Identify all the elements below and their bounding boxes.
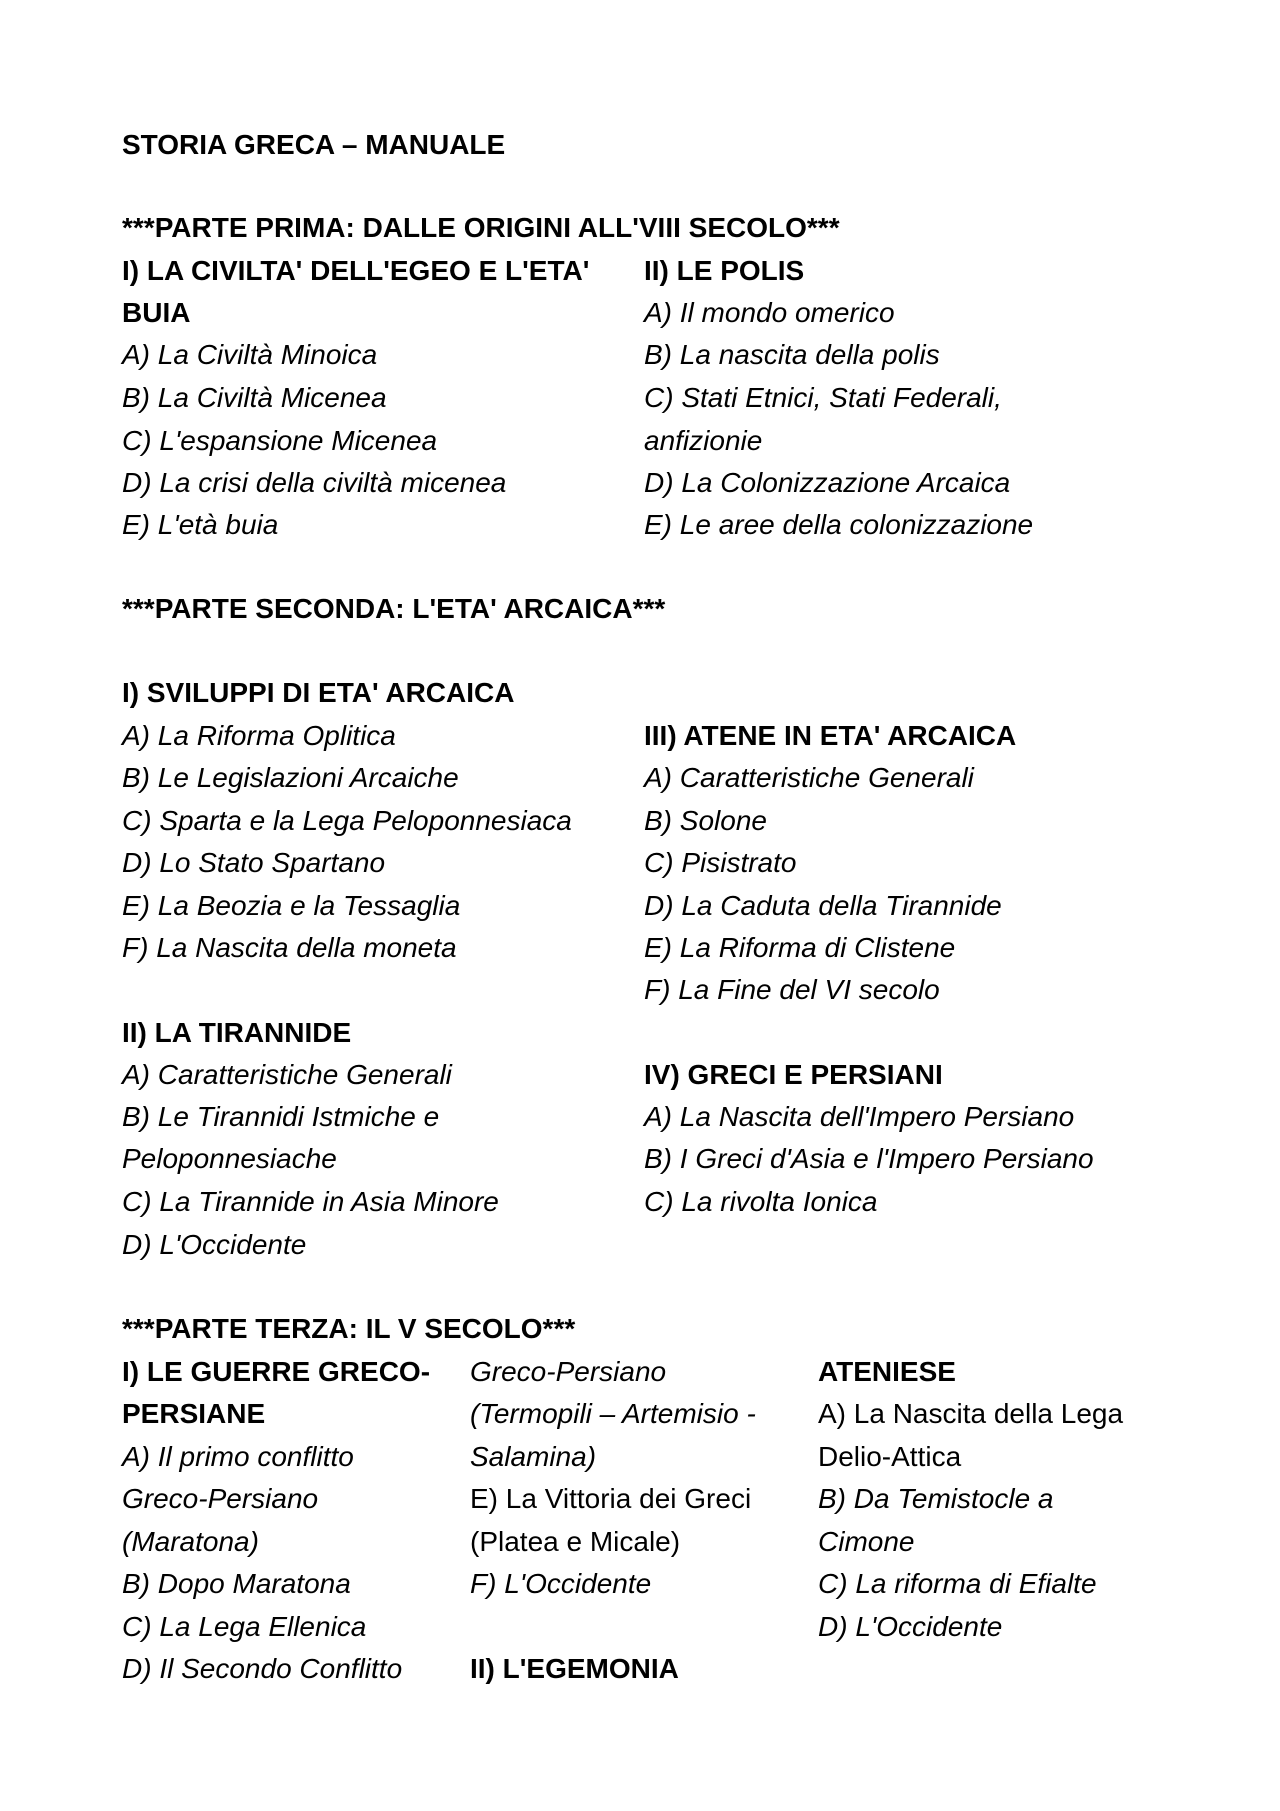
list-item: B) I Greci d'Asia e l'Impero Persiano	[644, 1143, 1094, 1174]
list-item: B) Dopo Maratona	[122, 1568, 351, 1599]
list-item: Greco-Persiano	[122, 1483, 319, 1514]
list-item: E) L'età buia	[122, 509, 279, 540]
list-item: F) La Nascita della moneta	[122, 932, 457, 963]
list-item: (Maratona)	[122, 1526, 259, 1557]
list-item: D) La Colonizzazione Arcaica	[644, 467, 1011, 498]
list-item: A) La Civiltà Minoica	[122, 339, 378, 370]
document-title: STORIA GRECA – MANUALE	[122, 129, 506, 160]
list-item: A) Il primo conflitto	[122, 1441, 354, 1472]
list-item: F) L'Occidente	[470, 1568, 652, 1599]
list-item: anfizionie	[644, 425, 763, 456]
list-item: B) Da Temistocle a	[818, 1483, 1054, 1514]
list-item: C) La rivolta Ionica	[644, 1186, 878, 1217]
list-item: D) La Caduta della Tirannide	[644, 890, 1002, 921]
part3-sec1-title: I) LE GUERRE GRECO-	[122, 1356, 431, 1387]
part2-sec3-title: III) ATENE IN ETA' ARCAICA	[644, 720, 1017, 751]
part3-heading: ***PARTE TERZA: IL V SECOLO***	[122, 1313, 576, 1344]
list-item: Cimone	[818, 1526, 915, 1557]
part2-sec4-title: IV) GRECI E PERSIANI	[644, 1059, 943, 1090]
list-item: D) Lo Stato Spartano	[122, 847, 386, 878]
list-item: (Termopili – Artemisio -	[470, 1398, 756, 1429]
list-item: Greco-Persiano	[470, 1356, 667, 1387]
list-item: D) L'Occidente	[122, 1229, 307, 1260]
list-item: C) Sparta e la Lega Peloponnesiaca	[122, 805, 572, 836]
list-item: C) La riforma di Efialte	[818, 1568, 1097, 1599]
part3-sec2-title: II) L'EGEMONIA	[470, 1653, 679, 1684]
list-item: E) La Beozia e la Tessaglia	[122, 890, 461, 921]
list-item: E) La Riforma di Clistene	[644, 932, 956, 963]
part1-sec1-title-cont: BUIA	[122, 297, 191, 328]
part2-heading: ***PARTE SECONDA: L'ETA' ARCAICA***	[122, 593, 666, 624]
list-item: Salamina)	[470, 1441, 597, 1472]
list-item: C) Pisistrato	[644, 847, 797, 878]
list-item: B) Le Tirannidi Istmiche e	[122, 1101, 440, 1132]
part2-sec2-title: II) LA TIRANNIDE	[122, 1017, 352, 1048]
part1-sec2-title: II) LE POLIS	[644, 255, 805, 286]
list-item: D) La crisi della civiltà micenea	[122, 467, 507, 498]
list-item: E) Le aree della colonizzazione	[644, 509, 1034, 540]
list-item: (Platea e Micale)	[470, 1526, 681, 1557]
list-item: A) La Riforma Oplitica	[122, 720, 396, 751]
part3-sec2-title-cont: ATENIESE	[818, 1356, 956, 1387]
part2-sec1-title: I) SVILUPPI DI ETA' ARCAICA	[122, 677, 515, 708]
list-item: B) Le Legislazioni Arcaiche	[122, 762, 459, 793]
list-item: D) L'Occidente	[818, 1611, 1003, 1642]
list-item: Delio-Attica	[818, 1441, 962, 1472]
list-item: E) La Vittoria dei Greci	[470, 1483, 752, 1514]
list-item: C) La Lega Ellenica	[122, 1611, 367, 1642]
list-item: B) Solone	[644, 805, 767, 836]
list-item: B) La nascita della polis	[644, 339, 940, 370]
part1-heading: ***PARTE PRIMA: DALLE ORIGINI ALL'VIII SECOLO***	[122, 212, 840, 243]
list-item: A) Caratteristiche Generali	[644, 762, 974, 793]
list-item: A) Il mondo omerico	[644, 297, 895, 328]
list-item: D) Il Secondo Conflitto	[122, 1653, 403, 1684]
list-item: A) La Nascita dell'Impero Persiano	[644, 1101, 1075, 1132]
list-item: Peloponnesiache	[122, 1143, 337, 1174]
part1-sec1-title: I) LA CIVILTA' DELL'EGEO E L'ETA'	[122, 255, 590, 286]
list-item: C) L'espansione Micenea	[122, 425, 438, 456]
list-item: A) La Nascita della Lega	[818, 1398, 1124, 1429]
list-item: A) Caratteristiche Generali	[122, 1059, 452, 1090]
list-item: C) Stati Etnici, Stati Federali,	[644, 382, 1002, 413]
list-item: F) La Fine del VI secolo	[644, 974, 940, 1005]
list-item: B) La Civiltà Micenea	[122, 382, 387, 413]
part3-sec1-title-cont: PERSIANE	[122, 1398, 266, 1429]
list-item: C) La Tirannide in Asia Minore	[122, 1186, 499, 1217]
